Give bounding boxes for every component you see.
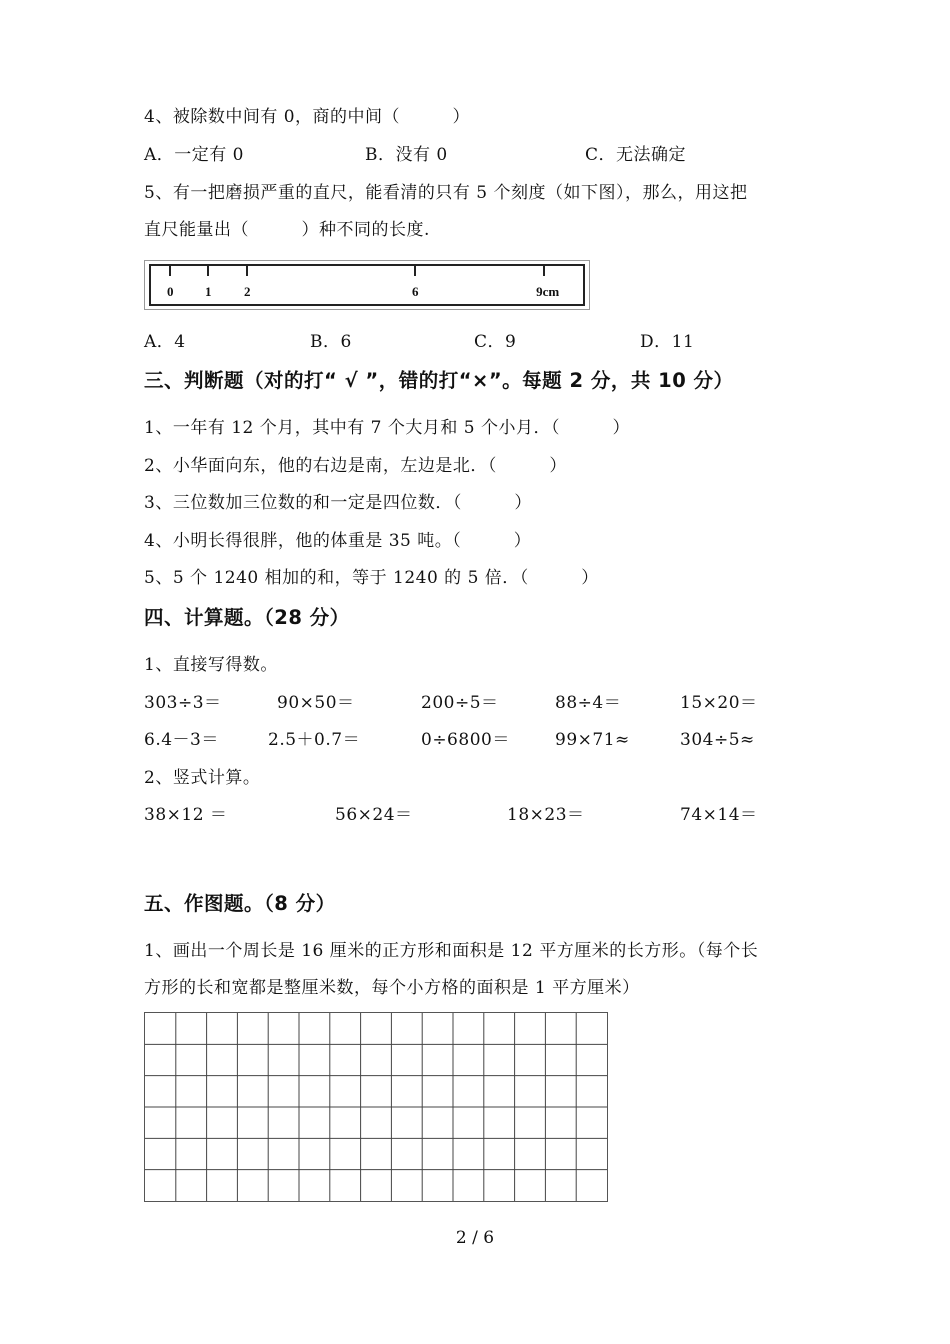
calc-sub-2: 2、竖式计算。	[144, 768, 261, 788]
calc-item: 90×50＝	[277, 693, 355, 713]
judge-item-1: 1、一年有 12 个月，其中有 7 个大月和 5 个小月．（ ）	[144, 418, 631, 438]
grid-lines	[145, 1013, 609, 1203]
q4-option-b: B．没有 0	[365, 145, 448, 165]
q5-option-c: C．9	[474, 332, 517, 352]
ruler-tick	[207, 266, 209, 276]
ruler-tick	[414, 266, 416, 276]
calc-item: 99×71≈	[555, 730, 630, 750]
judge-item-2: 2、小华面向东，他的右边是南，左边是北．（ ）	[144, 456, 567, 476]
vertical-calc-item: 18×23＝	[507, 805, 585, 825]
ruler-label-6: 6	[412, 284, 419, 299]
drawing-question-line2: 方形的长和宽都是整厘米数，每个小方格的面积是 1 平方厘米）	[144, 978, 640, 998]
ruler-tick	[246, 266, 248, 276]
ruler-label-9cm: 9cm	[536, 284, 560, 299]
drawing-question-line1: 1、画出一个周长是 16 厘米的正方形和面积是 12 平方厘米的长方形。（每个长	[144, 941, 759, 961]
question-4: 4、被除数中间有 0，商的中间（ ）	[144, 107, 471, 127]
calc-item: 0÷6800＝	[421, 730, 510, 750]
ruler-label-0: 0	[167, 284, 174, 299]
q4-option-c: C．无法确定	[585, 145, 687, 165]
calc-item: 200÷5＝	[421, 693, 499, 713]
calc-item: 6.4－3＝	[144, 730, 219, 750]
section-5-title: 五、作图题。（8 分）	[144, 892, 336, 915]
ruler-tick	[169, 266, 171, 276]
ruler-figure	[144, 260, 590, 310]
q5-option-d: D．11	[640, 332, 695, 352]
calc-item: 88÷4＝	[555, 693, 622, 713]
calc-item: 303÷3＝	[144, 693, 222, 713]
vertical-calc-item: 56×24＝	[335, 805, 413, 825]
page-number: 2 / 6	[455, 1228, 495, 1248]
calc-item: 304÷5≈	[680, 730, 755, 750]
question-5-line1: 5、有一把磨损严重的直尺，能看清的只有 5 个刻度（如下图），那么，用这把	[144, 183, 748, 203]
q4-option-a: A．一定有 0	[144, 145, 244, 165]
vertical-calc-item: 38×12 ＝	[144, 805, 228, 825]
calc-sub-1: 1、直接写得数。	[144, 655, 278, 675]
calc-item: 15×20＝	[680, 693, 758, 713]
vertical-calc-item: 74×14＝	[680, 805, 758, 825]
ruler-label-1: 1	[205, 284, 212, 299]
ruler-body	[149, 264, 585, 306]
question-5-line2: 直尺能量出（ ）种不同的长度.	[144, 220, 430, 240]
ruler-tick	[543, 266, 545, 276]
calc-item: 2.5＋0.7＝	[268, 730, 361, 750]
section-3-title: 三、判断题（对的打“ √ ”，错的打“×”。每题 2 分，共 10 分）	[144, 369, 734, 392]
q5-option-a: A．4	[144, 332, 186, 352]
judge-item-3: 3、三位数加三位数的和一定是四位数．（ ）	[144, 493, 532, 513]
q5-option-b: B．6	[310, 332, 352, 352]
square-grid[interactable]	[144, 1012, 608, 1202]
judge-item-4: 4、小明长得很胖，他的体重是 35 吨。（ ）	[144, 531, 532, 551]
judge-item-5: 5、5 个 1240 相加的和，等于 1240 的 5 倍．（ ）	[144, 568, 599, 588]
section-4-title: 四、计算题。（28 分）	[144, 606, 350, 629]
ruler-label-2: 2	[244, 284, 251, 299]
